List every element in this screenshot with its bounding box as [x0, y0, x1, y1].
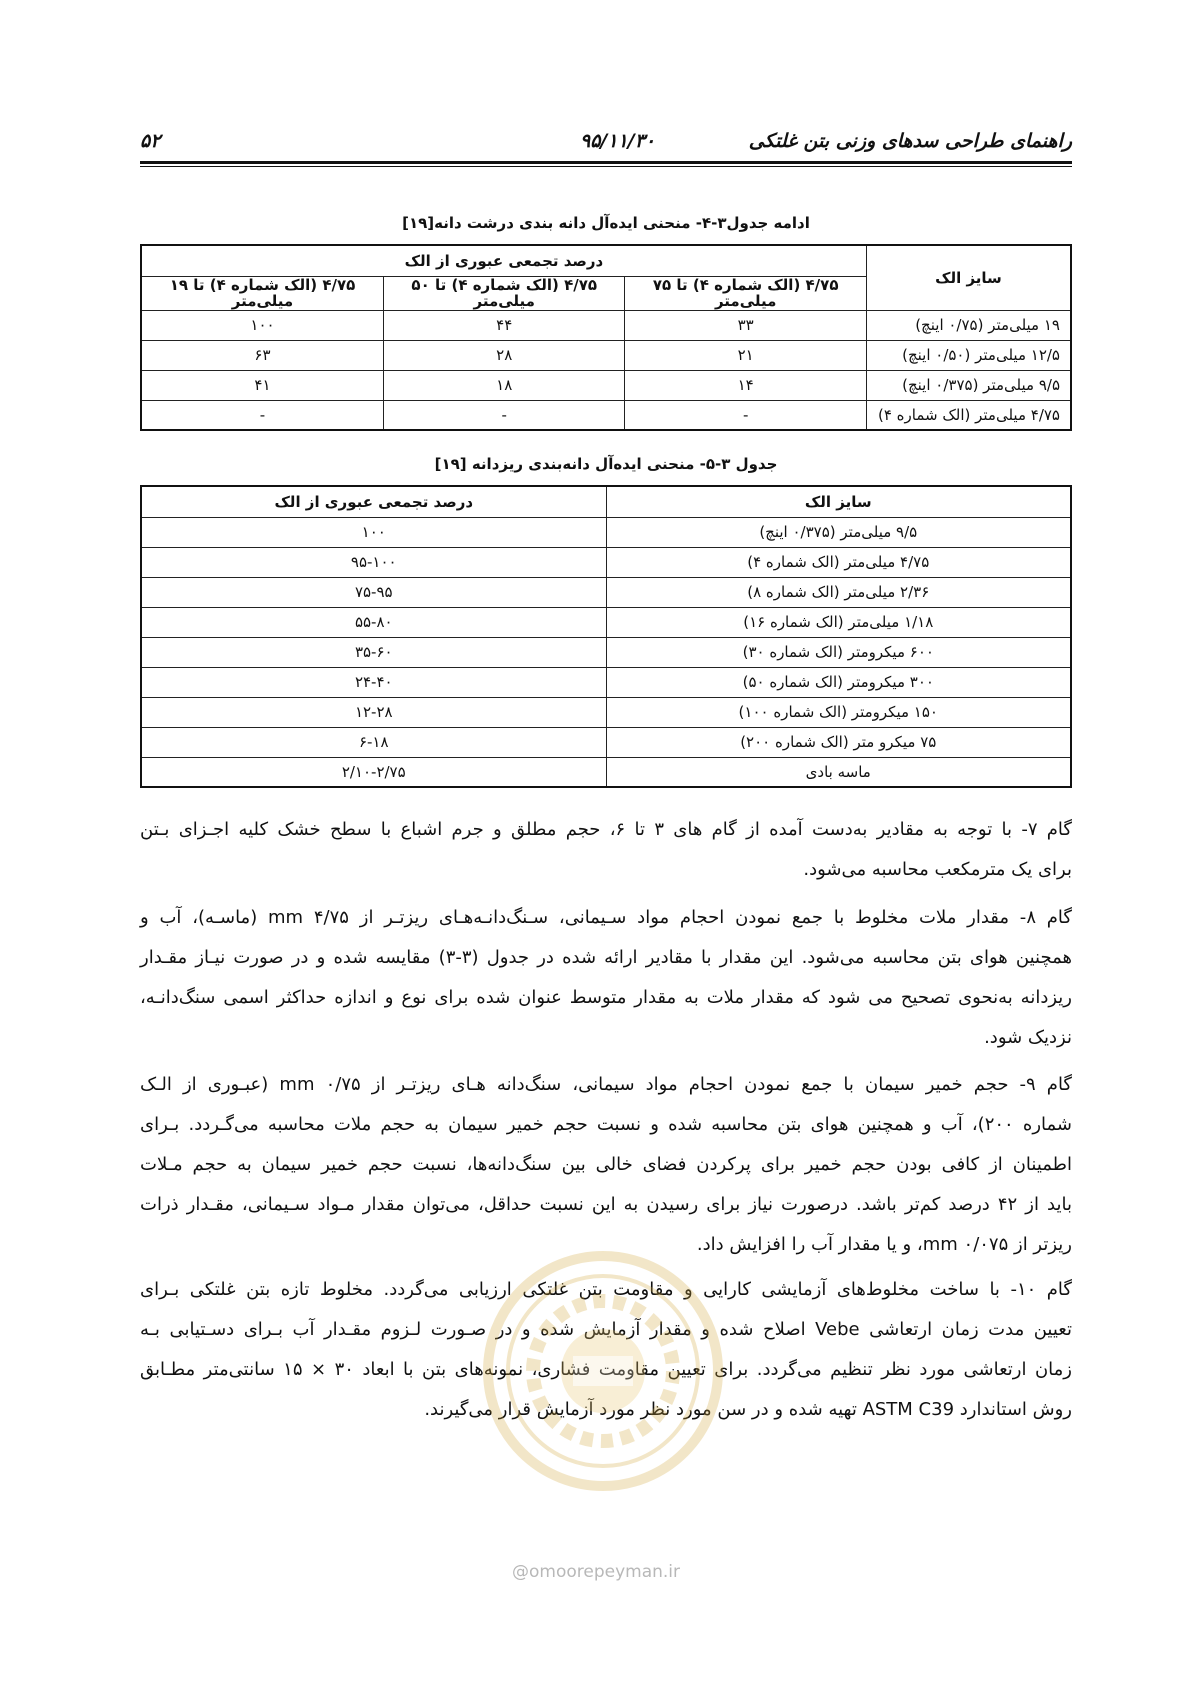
table-row: [141, 517, 1071, 547]
value-cell: ۲۴-۴۰: [141, 667, 606, 697]
text-line: تعیین مدت زمان ارتعاشی Vebe اصلاح شده و مقدار آزمایش شده و در صـورت لـزوم مقـدار آب بـرای دسـتیابی بـه: [140, 1319, 1072, 1340]
value-cell: ۴۱: [141, 370, 383, 400]
value-cell: ۱۸: [383, 370, 624, 400]
value-cell: -: [141, 400, 383, 430]
watermark-seal-icon: [478, 1246, 728, 1496]
table-row: [141, 697, 1071, 727]
value-cell: ۳۵-۶۰: [141, 637, 606, 667]
value-cell: ۵۵-۸۰: [141, 607, 606, 637]
value-cell: -: [383, 400, 624, 430]
at-icon: @: [511, 1562, 529, 1582]
value-cell: ۴۴: [383, 310, 624, 340]
table-row: [141, 547, 1071, 577]
table-row: [141, 727, 1071, 757]
sieve-cell: ۲/۳۶ میلی‌متر (الک شماره ۸): [606, 577, 1071, 607]
table-row: [141, 667, 1071, 697]
value-cell: ۶-۱۸: [141, 727, 606, 757]
value-cell: ۳۳: [625, 310, 866, 340]
text-line: گام ۸- مقدار ملات مخلوط با جمع نمودن احجام مواد سـیمانی، سـنگ‌دانـه‌هـای ریزتـر از ۴/۷۵ mm (ماسـه)، آب و: [140, 907, 1072, 928]
table-row: [141, 757, 1071, 787]
value-cell: ۲۱: [625, 340, 866, 370]
sieve-size-header: سایز الک: [606, 486, 1071, 517]
sieve-cell: ۷۵ میکرو متر (الک شماره ۲۰۰): [606, 727, 1071, 757]
step-8-paragraph: [140, 898, 1072, 1058]
text-line: نزدیک شود.: [984, 1027, 1072, 1048]
value-cell: ۱۰۰: [141, 310, 383, 340]
text-line: ریزدانه به‌نحوی تصحیح می شود که مقدار ملات به مقدار متوسط عنوان شده برای نوع و اندازه حداکثر اسمی سنگ‌دانـه،: [140, 987, 1072, 1008]
page-number: ۵۲: [140, 130, 161, 152]
table-row: [141, 310, 1071, 340]
table-row: [141, 400, 1071, 430]
table-row: [141, 340, 1071, 370]
table-row: [141, 577, 1071, 607]
value-cell: ۹۵-۱۰۰: [141, 547, 606, 577]
sieve-cell: ۴/۷۵ میلی‌متر (الک شماره ۴): [606, 547, 1071, 577]
value-cell: ۱۲-۲۸: [141, 697, 606, 727]
sieve-cell: ۱۲/۵ میلی‌متر (۰/۵۰ اینچ): [866, 340, 1071, 370]
table-row: [141, 607, 1071, 637]
text-line: روش استاندارد ASTM C39 تهیه شده و در سن مورد نظر مورد آزمایش قرار می‌گیرند.: [424, 1399, 1072, 1420]
header-rule: [140, 161, 1072, 164]
page-header: [140, 128, 1072, 164]
table-row: [141, 637, 1071, 667]
table1-caption: ادامه جدول۳-۴- منحنی ایده‌آل دانه بندی درشت دانه[۱۹]: [402, 214, 810, 232]
step-9-paragraph: [140, 1065, 1072, 1265]
sieve-cell: ۱/۱۸ میلی‌متر (الک شماره ۱۶): [606, 607, 1071, 637]
text-line: شماره ۲۰۰)، آب و همچنین هوای بتن محاسبه شده و نسبت حجم خمیر سیمان به حجم ملات محاسبه می‌گـردد. بـرای: [140, 1114, 1072, 1135]
text-line: زمان ارتعاشی مورد نظر تنظیم می‌گردد. برای تعیین مقاومت فشاری، نمونه‌های بتن با ابعاد ۳۰ × ۱۵ سانتی‌متر مطـابق: [140, 1359, 1073, 1380]
text-line: اطمینان از کافی بودن حجم خمیر برای پرکردن فضای خالی بین سنگ‌دانه‌ها، نسبت حجم خمیر سیمان به حجم مـلات: [140, 1154, 1072, 1175]
text-line: گام ۱۰- با ساخت مخلوط‌های آزمایشی کارایی و مقاومت بتن غلتکی ارزیابی می‌گردد. مخلوط تازه بتن غلتکی بـرای: [140, 1279, 1072, 1300]
value-cell: ۱۰۰: [141, 517, 606, 547]
header-title: راهنمای طراحی سدهای وزنی بتن غلتکی: [748, 130, 1072, 152]
text-line: گام ۹- حجم خمیر سیمان با جمع نمودن احجام مواد سیمانی، سنگ‌دانه هـای ریزتـر از ۰/۷۵ mm (عبـوری از الـک: [140, 1074, 1072, 1095]
text-line: باید از ۴۲ درصد کم‌تر باشد. درصورت نیاز برای رسیدن به این نسبت حداقل، می‌توان مقدار مـواد سـیمانی، مقـدار ذرات: [140, 1194, 1072, 1215]
value-cell: ۲۸: [383, 340, 624, 370]
website-watermark: [486, 1562, 706, 1582]
sieve-cell: ۱۹ میلی‌متر (۰/۷۵ اینچ): [866, 310, 1071, 340]
header-rule-thin: [140, 166, 1072, 167]
value-cell: ۷۵-۹۵: [141, 577, 606, 607]
website-text: omoorepeyman.ir: [528, 1562, 681, 1582]
header-date: ۹۵/۱۱/۳۰: [580, 130, 656, 152]
sieve-cell: ۹/۵ میلی‌متر (۰/۳۷۵ اینچ): [606, 517, 1071, 547]
coarse-aggregate-table: [140, 244, 1072, 431]
value-cell: ۶۳: [141, 340, 383, 370]
text-line: برای یک مترمکعب محاسبه می‌شود.: [803, 859, 1072, 880]
table-row: [141, 370, 1071, 400]
sieve-cell: ۳۰۰ میکرومتر (الک شماره ۵۰): [606, 667, 1071, 697]
fine-aggregate-table: [140, 485, 1072, 788]
col-header-19mm: ۴/۷۵ (الک شماره ۴) تا ۱۹ میلی‌متر: [141, 276, 383, 310]
sieve-cell: ۶۰۰ میکرومتر (الک شماره ۳۰): [606, 637, 1071, 667]
sieve-cell: ۴/۷۵ میلی‌متر (الک شماره ۴): [866, 400, 1071, 430]
text-line: ریزتر از ۰/۰۷۵ mm، و یا مقدار آب را افزایش داد.: [696, 1234, 1072, 1255]
col-header-50mm: ۴/۷۵ (الک شماره ۴) تا ۵۰ میلی‌متر: [383, 276, 624, 310]
sieve-cell: ماسه بادی: [606, 757, 1071, 787]
step-7-paragraph: [140, 810, 1072, 890]
sieve-cell: ۱۵۰ میکرومتر (الک شماره ۱۰۰): [606, 697, 1071, 727]
text-line: همچنین هوای بتن محاسبه می‌شود. این مقدار با مقادیر ارائه شده در جدول (۳-۳) مقایسه شده و در صورت نیـاز مقـدار: [140, 947, 1072, 968]
cumulative-passing-header: درصد تجمعی عبوری از الک: [141, 245, 866, 276]
col-header-75mm: ۴/۷۵ (الک شماره ۴) تا ۷۵ میلی‌متر: [625, 276, 866, 310]
sieve-size-header: سایز الک: [866, 245, 1071, 310]
sieve-cell: ۹/۵ میلی‌متر (۰/۳۷۵ اینچ): [866, 370, 1071, 400]
value-cell: ۱۴: [625, 370, 866, 400]
text-line: گام ۷- با توجه به مقادیر به‌دست آمده از گام های ۳ تا ۶، حجم مطلق و جرم اشباع با سطح خشک کلیه اجـزای بـتن: [140, 819, 1072, 840]
value-cell: ۲/۱۰-۲/۷۵: [141, 757, 606, 787]
table2-caption: جدول ۳-۵- منحنی ایده‌آل دانه‌بندی ریزدانه [۱۹]: [434, 455, 778, 473]
value-cell: -: [625, 400, 866, 430]
cumulative-passing-header: درصد تجمعی عبوری از الک: [141, 486, 606, 517]
